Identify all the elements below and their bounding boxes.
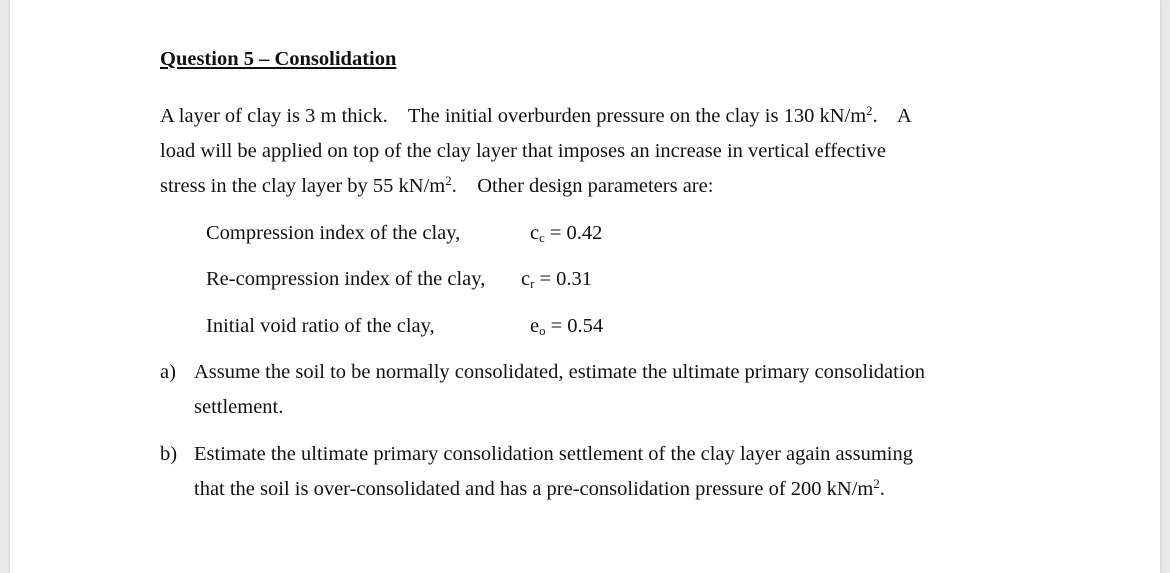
param-value-recompression-index xyxy=(521,269,592,290)
param-subscript: r xyxy=(530,277,535,292)
param-value: = 0.31 xyxy=(534,268,593,290)
intro-text: A layer of clay is 3 m thick. The initial overburden pressure on the clay is 130 kN/m xyxy=(160,105,867,127)
param-value: = 0.54 xyxy=(545,315,604,337)
intro-text: . A xyxy=(872,105,912,127)
part-b-text: . xyxy=(879,478,885,500)
intro-text: . Other design parameters are: xyxy=(451,175,714,197)
intro-line-2: load will be applied on top of the clay layer that imposes an increase in vertical effective xyxy=(160,140,886,162)
superscript: 2 xyxy=(445,174,452,189)
part-a-letter: a) xyxy=(160,361,176,383)
param-label-recompression-index: Re-compression index of the clay, xyxy=(206,268,486,290)
param-subscript: c xyxy=(539,231,545,246)
param-symbol: c xyxy=(521,268,531,290)
part-b-line-1: Estimate the ultimate primary consolidation settlement of the clay layer again assuming xyxy=(194,443,914,465)
param-value-compression-index xyxy=(530,223,602,244)
param-subscript: o xyxy=(539,324,546,339)
part-a-line-2: settlement. xyxy=(194,396,284,418)
intro-text: stress in the clay layer by 55 kN/m xyxy=(160,175,446,197)
part-b-letter: b) xyxy=(160,443,178,465)
part-a-line-1: Assume the soil to be normally consolidated, estimate the ultimate primary consolidation xyxy=(194,361,926,383)
document-body xyxy=(10,0,1160,573)
intro-line-1 xyxy=(160,106,912,127)
param-symbol: e xyxy=(530,315,540,337)
part-b-text: that the soil is over-consolidated and has a pre-consolidation pressure of 200 kN/m xyxy=(194,478,874,500)
superscript: 2 xyxy=(873,477,880,492)
param-symbol: c xyxy=(530,222,540,244)
param-label-compression-index: Compression index of the clay, xyxy=(206,222,461,244)
param-value: = 0.42 xyxy=(544,222,603,244)
part-b-line-2 xyxy=(194,479,885,500)
param-label-void-ratio: Initial void ratio of the clay, xyxy=(206,315,435,337)
intro-line-3 xyxy=(160,176,713,197)
question-title: Question 5 – Consolidation xyxy=(160,48,397,70)
param-value-void-ratio xyxy=(530,316,603,337)
document-page xyxy=(10,0,1160,573)
superscript: 2 xyxy=(866,104,873,119)
